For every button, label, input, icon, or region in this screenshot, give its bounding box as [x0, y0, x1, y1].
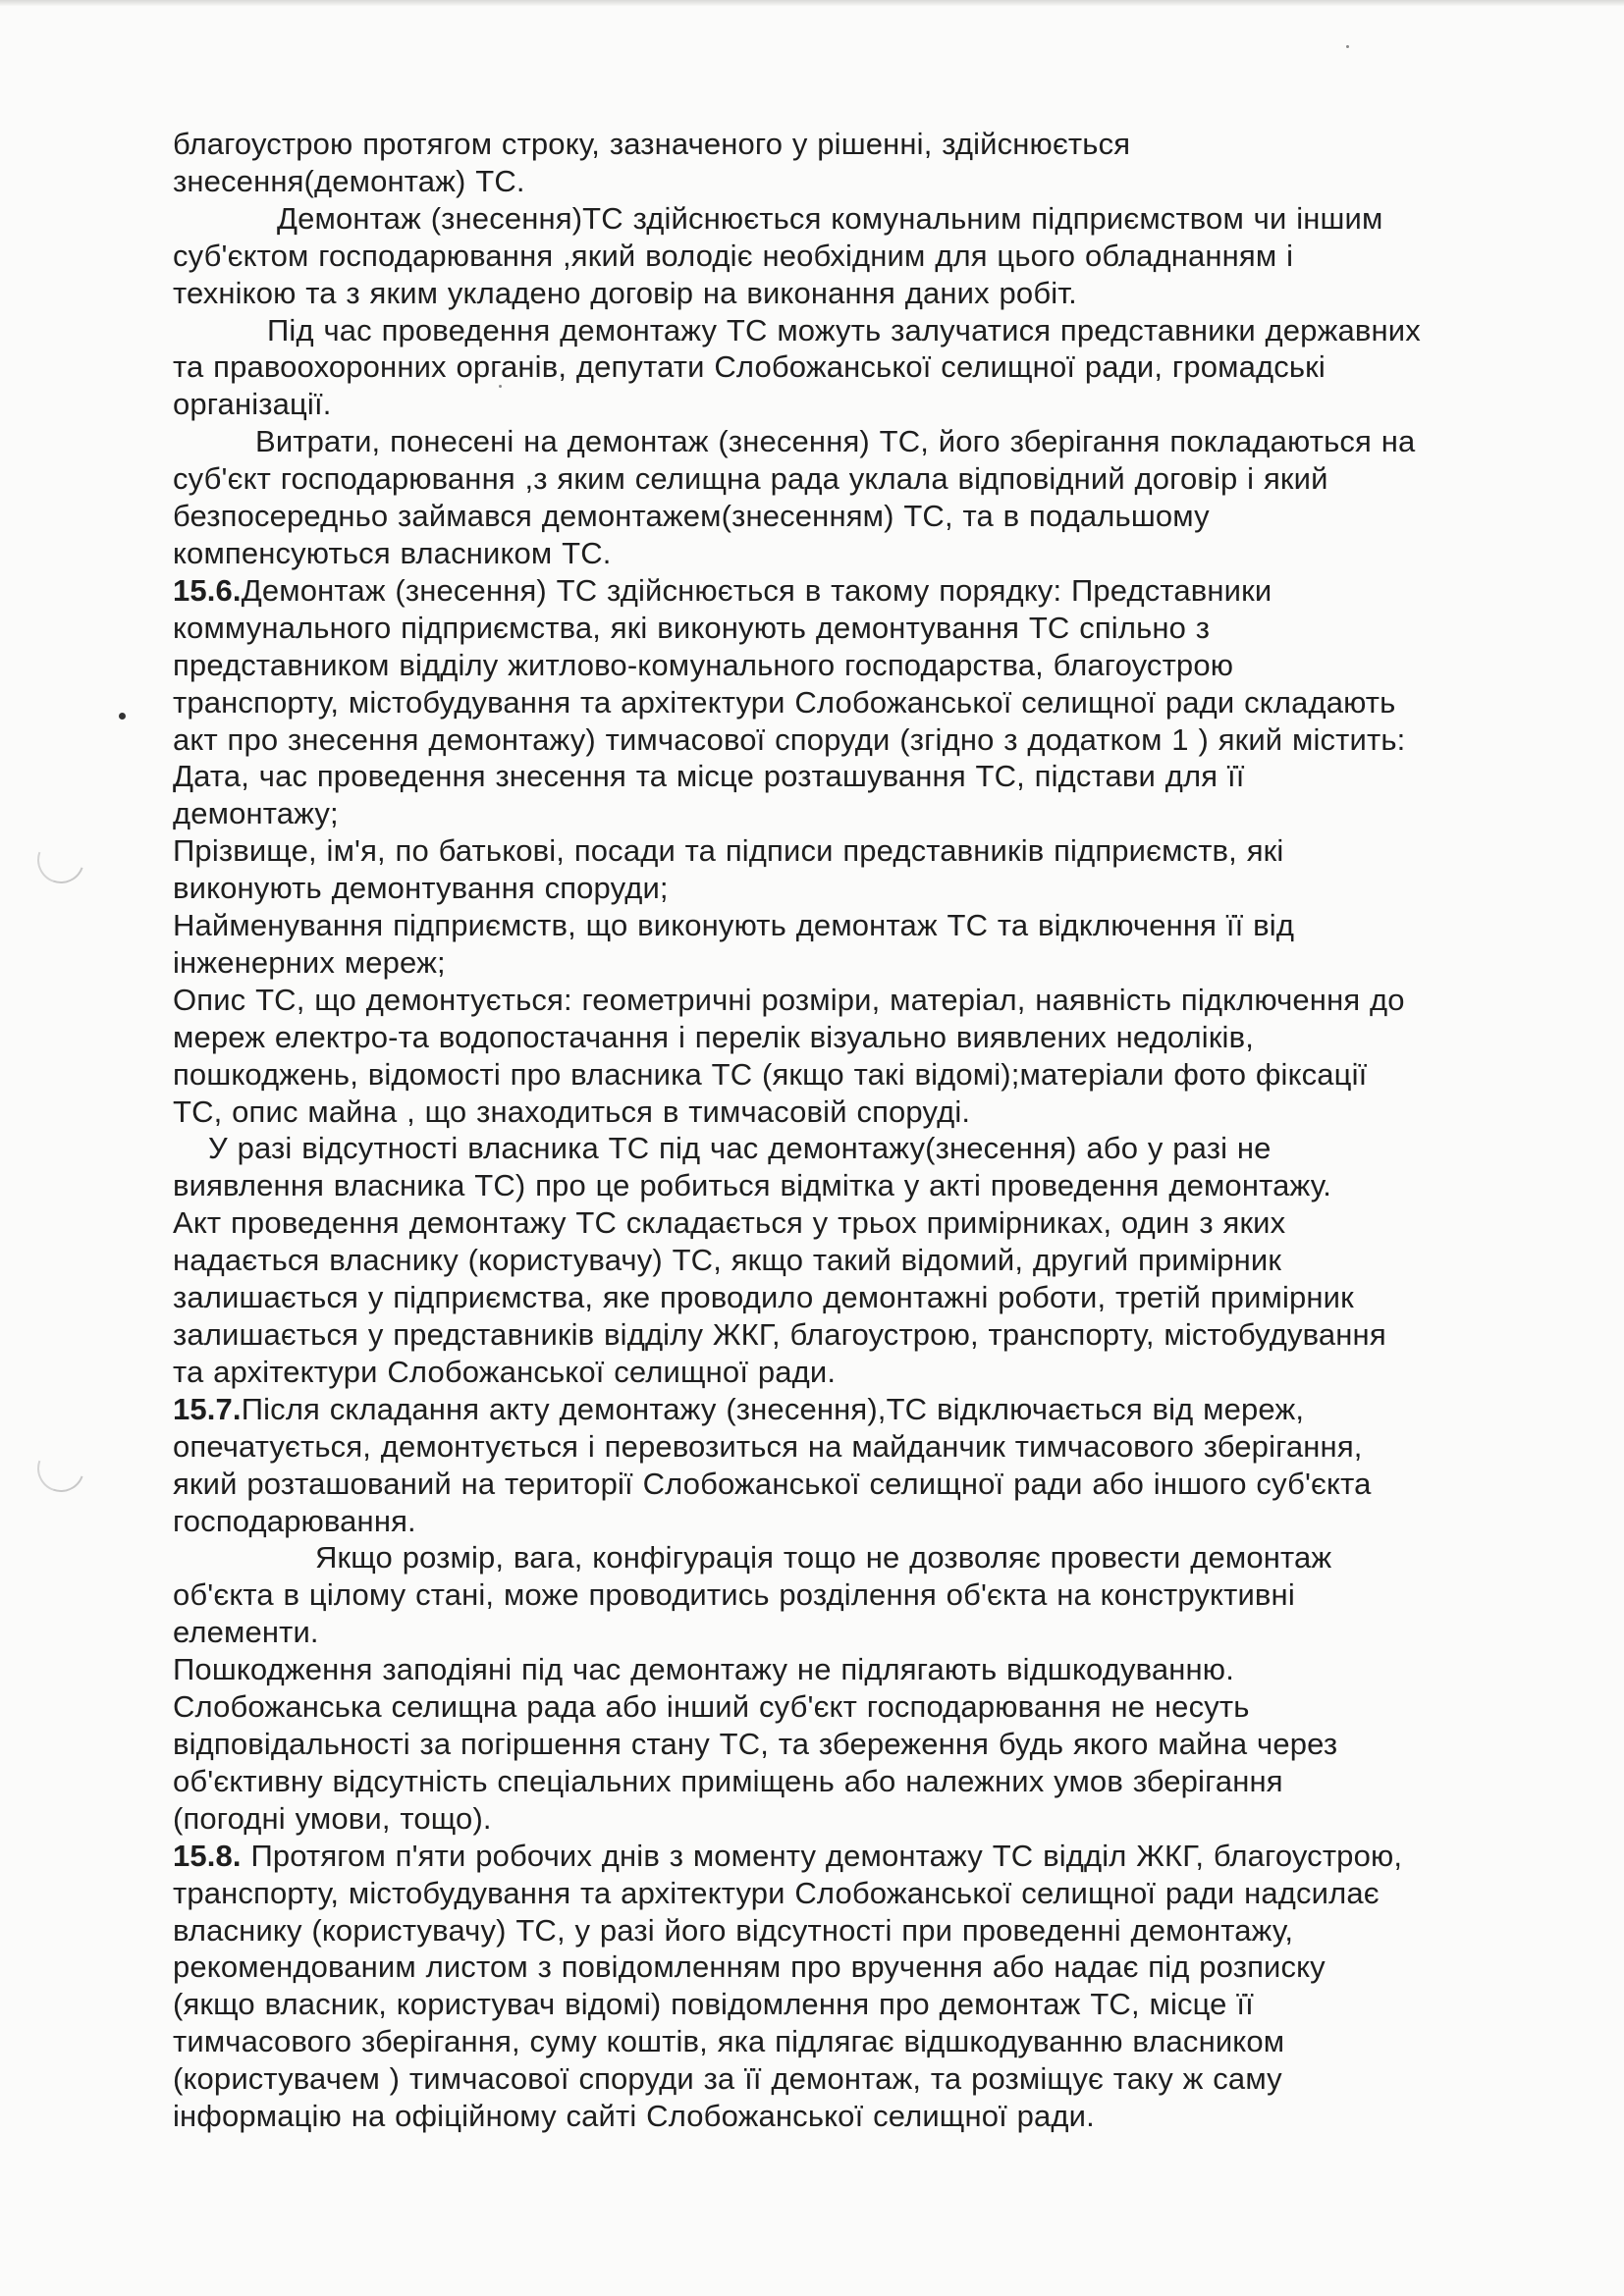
text-line: благоустрою протягом строку, зазначеного у рішенні, здійснюється — [173, 127, 1131, 161]
paragraph-first-line: Якщо розмір, вага, конфігурація тощо не дозволяє провести демонтаж — [315, 1540, 1332, 1575]
text-line: безпосередньо займався демонтажем(знесенням) ТС, та в подальшому — [173, 499, 1210, 534]
scan-speck — [1346, 45, 1349, 48]
text-line: коммунального підприємства, які виконують демонтування ТС спільно з — [173, 610, 1211, 645]
text-line: Опис ТС, що демонтується: геометричні розміри, матеріал, наявність підключення до — [173, 982, 1405, 1017]
text-line: транспорту, містобудування та архітектури Слобожанської селищної ради надсилає — [173, 1875, 1380, 1910]
text-line: (якщо власник, користувач відомі) повідомлення про демонтаж ТС, місце її — [173, 1987, 1254, 2022]
text-line: та архітектури Слобожанської селищної ради. — [173, 1354, 837, 1389]
section-text: Після складання акту демонтажу (знесення),ТС відключається від мереж, — [241, 1391, 1305, 1426]
text-line: залишається у представників відділу ЖКГ, благоустрою, транспорту, містобудування — [173, 1317, 1386, 1352]
text-line: акт про знесення демонтажу) тимчасової споруди (згідно з додатком 1 ) який містить: — [173, 721, 1406, 757]
section-15-7-line — [173, 1391, 1528, 1428]
text-line: Слобожанська селищна рада або інший суб'єкт господарювання не несуть — [173, 1689, 1250, 1725]
text-line: власнику (користувачу) ТС, у разі його відсутності при проведенні демонтажу, — [173, 1912, 1294, 1948]
text-line: елементи. — [173, 1615, 319, 1650]
punch-hole-mark — [29, 1437, 92, 1500]
text-line: та правоохоронних органів, депутати Слобожанської селищної ради, громадські — [173, 349, 1326, 385]
paragraph-first-line: У разі відсутності власника ТС під час демонтажу(знесення) або у разі не — [208, 1131, 1272, 1166]
text-line: відповідальності за погіршення стану ТС, та збереження будь якого майна через — [173, 1726, 1338, 1761]
text-line: опечатується, демонтується і перевозиться на майданчик тимчасового зберігання, — [173, 1428, 1363, 1464]
text-line: виконують демонтування споруди; — [173, 871, 669, 906]
text-line: Прізвище, ім'я, по батькові, посади та підписи представників підприємств, які — [173, 833, 1284, 869]
punch-hole-mark — [29, 828, 92, 891]
text-line: об'єкта в цілому стані, може проводитись розділення об'єкта на конструктивні — [173, 1577, 1295, 1613]
ink-dot — [119, 713, 126, 720]
section-number: 15.6. — [173, 572, 242, 608]
text-line: інженерних мереж; — [173, 944, 446, 980]
text-line: надається власнику (користувачу) ТС, якщо такий відомий, другий примірник — [173, 1243, 1282, 1278]
text-line: демонтажу; — [173, 796, 339, 831]
text-line: тимчасового зберігання, суму коштів, яка підлягає відшкодуванню власником — [173, 2024, 1285, 2059]
text-line: знесення(демонтаж) ТС. — [173, 163, 525, 198]
paragraph-first-line: Демонтаж (знесення)ТС здійснюється комунальним підприємством чи іншим — [277, 200, 1383, 236]
section-15-8-line — [173, 1838, 1528, 1875]
text-line: Дата, час проведення знесення та місце розташування ТС, підстави для її — [173, 759, 1245, 794]
text-line: Найменування підприємств, що виконують демонтаж ТС та відключення її від — [173, 908, 1295, 943]
text-line: суб'єктом господарювання ,який володіє необхідним для цього обладнанням і — [173, 238, 1294, 273]
text-line: рекомендованим листом з повідомленням про вручення або надає під розписку — [173, 1949, 1326, 1985]
text-line: (користувачем ) тимчасової споруди за її демонтаж, та розміщує таку ж саму — [173, 2061, 1282, 2097]
text-line: ТС, опис майна , що знаходиться в тимчасовій споруді. — [173, 1094, 971, 1129]
text-line: (погодні умови, тощо). — [173, 1800, 492, 1836]
scan-top-edge — [0, 0, 1624, 6]
paragraph-first-line: Витрати, понесені на демонтаж (знесення) ТС, його зберігання покладаються на — [255, 424, 1416, 459]
text-line: виявлення власника ТС) про це робиться відмітка у акті проведення демонтажу. — [173, 1168, 1332, 1203]
text-line: суб'єкт господарювання ,з яким селищна рада уклала відповідний договір і який — [173, 461, 1328, 497]
section-text: Демонтаж (знесення) ТС здійснюється в такому порядку: Представники — [241, 572, 1272, 608]
text-line: об'єктивну відсутність спеціальних приміщень або належних умов зберігання — [173, 1763, 1283, 1798]
section-15-6-line — [173, 572, 1528, 610]
text-line: організації. — [173, 387, 332, 422]
text-line: господарювання. — [173, 1503, 416, 1538]
document-body — [173, 126, 1528, 2135]
text-line: технікою та з яким укладено договір на виконання даних робіт. — [173, 275, 1077, 310]
text-line: компенсуються власником ТС. — [173, 535, 612, 570]
text-line: інформацію на офіційному сайті Слобожанської селищної ради. — [173, 2099, 1095, 2134]
text-line: транспорту, містобудування та архітектури Слобожанської селищної ради складають — [173, 684, 1396, 720]
text-line: Пошкодження заподіяні під час демонтажу не підлягають відшкодуванню. — [173, 1652, 1234, 1687]
text-line: який розташований на території Слобожанської селищної ради або іншого суб'єкта — [173, 1466, 1372, 1501]
section-number: 15.8. — [173, 1838, 242, 1873]
text-line: мереж електро-та водопостачання і перелік візуально виявлених недоліків, — [173, 1019, 1254, 1054]
text-line: залишається у підприємства, яке проводило демонтажні роботи, третій примірник — [173, 1280, 1354, 1315]
section-number: 15.7. — [173, 1391, 242, 1426]
text-line: пошкоджень, відомості про власника ТС (якщо такі відомі);матеріали фото фіксації — [173, 1056, 1368, 1092]
text-line: Акт проведення демонтажу ТС складається у трьох примірниках, один з яких — [173, 1205, 1286, 1241]
paragraph-first-line: Під час проведення демонтажу ТС можуть залучатися представники державних — [267, 312, 1421, 347]
section-text: Протягом п'яти робочих днів з моменту демонтажу ТС відділ ЖКГ, благоустрою, — [241, 1838, 1403, 1873]
text-line: представником відділу житлово-комунального господарства, благоустрою — [173, 647, 1234, 682]
